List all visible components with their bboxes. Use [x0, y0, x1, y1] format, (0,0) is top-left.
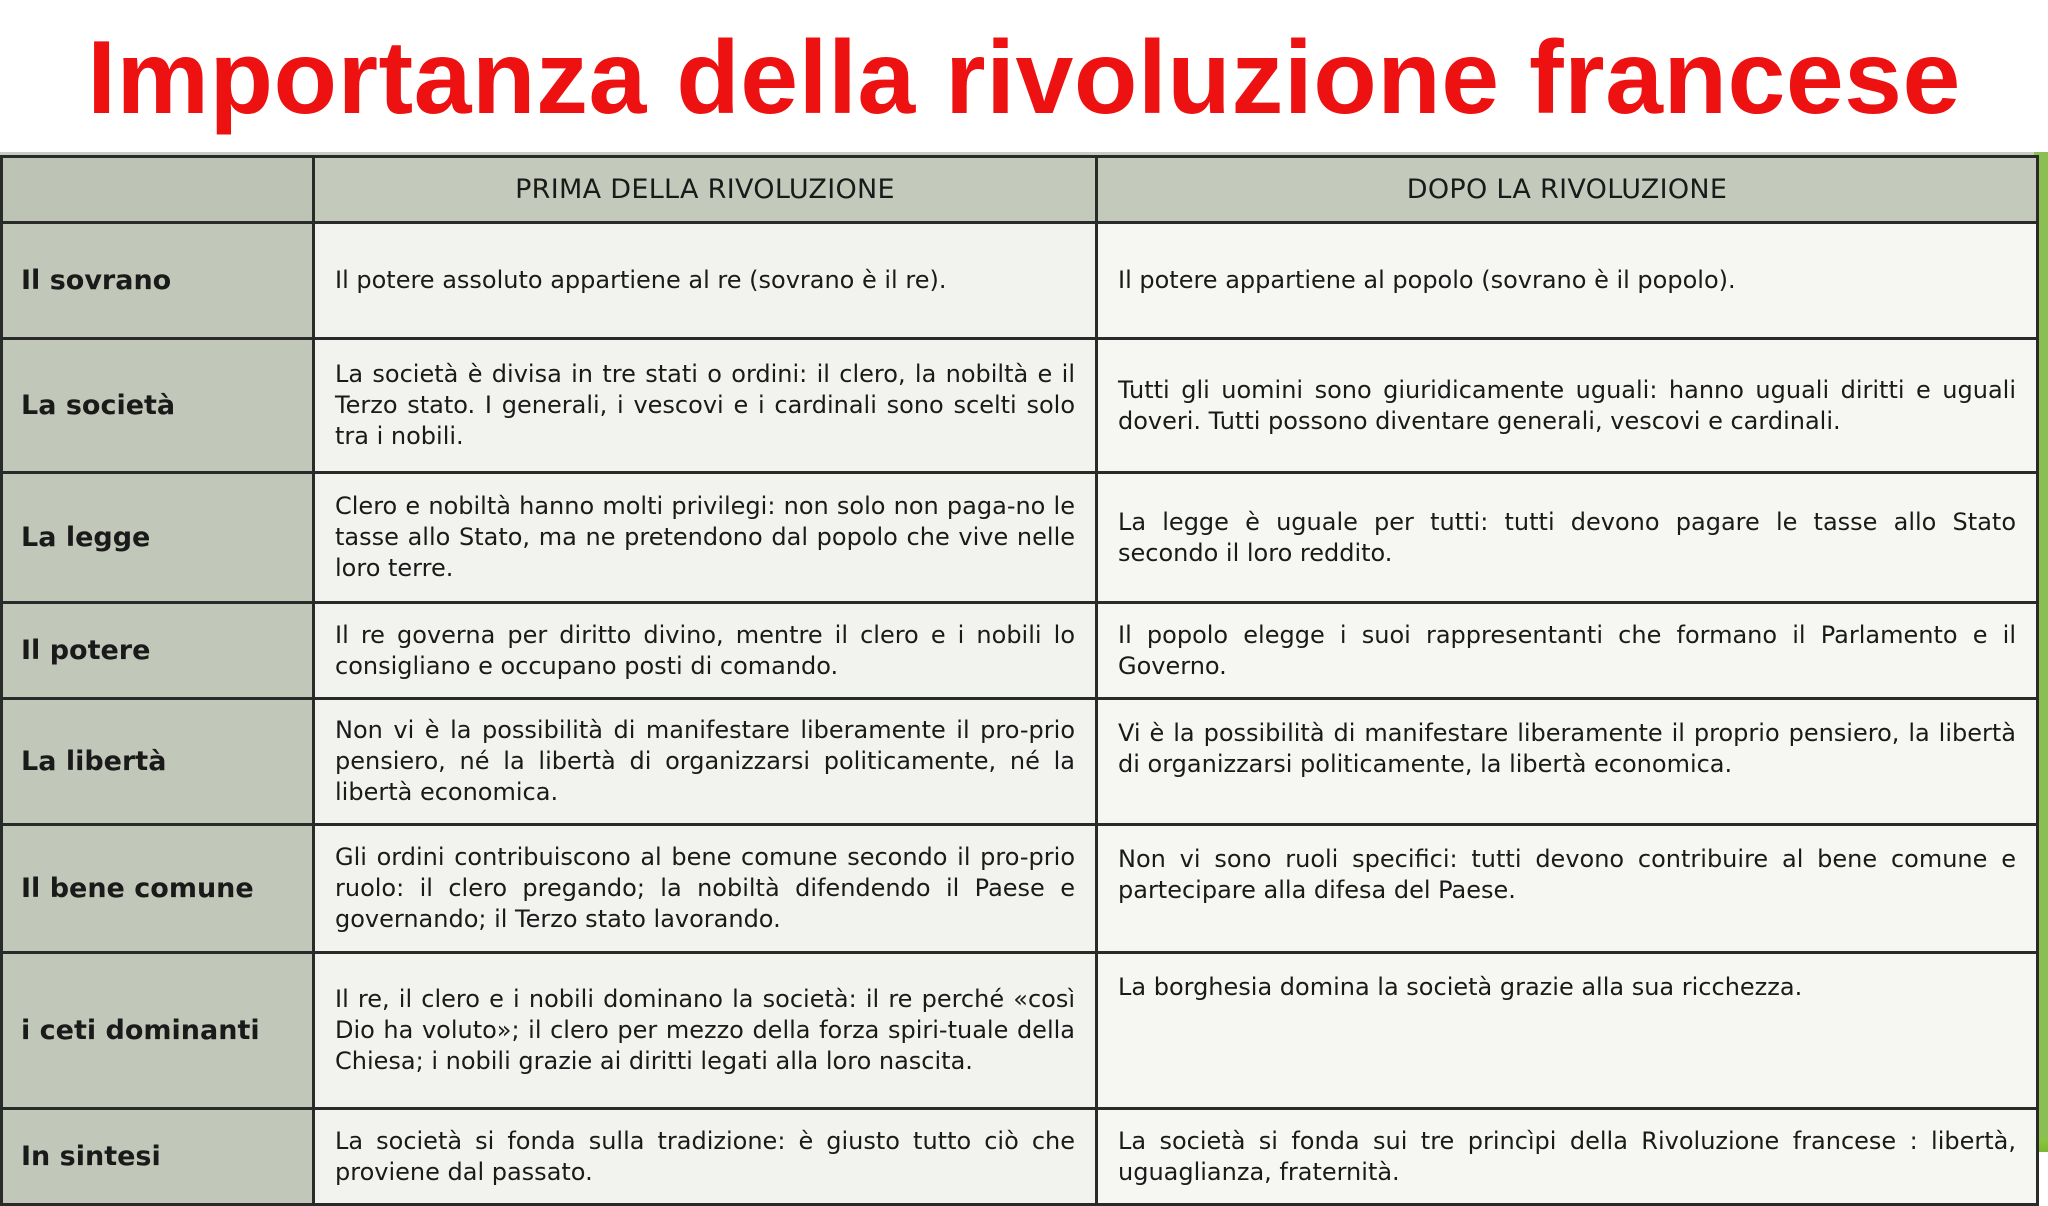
row-label: La libertà — [2, 699, 314, 825]
row-label: Il potere — [2, 603, 314, 699]
slide-title: Importanza della rivoluzione francese — [87, 20, 1961, 136]
header-corner-cell — [2, 157, 314, 223]
cell-prima: Il re, il clero e i nobili dominano la società: il re perché «così Dio ha voluto»; il clero per mezzo della forza spiri-tuale della Chiesa; i nobili grazie ai diritti legati alla loro nascita. — [314, 953, 1097, 1109]
table-row — [2, 339, 2038, 473]
cell-dopo: La legge è uguale per tutti: tutti devono pagare le tasse allo Stato secondo il loro reddito. — [1097, 473, 2038, 603]
cell-dopo: Non vi sono ruoli specifici: tutti devono contribuire al bene comune e partecipare alla difesa del Paese. — [1097, 825, 2038, 953]
row-label: La società — [2, 339, 314, 473]
row-label: In sintesi — [2, 1109, 314, 1205]
table-row — [2, 1109, 2038, 1205]
table-row — [2, 473, 2038, 603]
cell-prima: Il potere assoluto appartiene al re (sovrano è il re). — [314, 223, 1097, 339]
cell-dopo: La borghesia domina la società grazie alla sua ricchezza. — [1097, 953, 2038, 1109]
cell-dopo: Tutti gli uomini sono giuridicamente uguali: hanno uguali diritti e uguali doveri. Tutti possono diventare generali, vescovi e cardinali. — [1097, 339, 2038, 473]
table-row — [2, 699, 2038, 825]
row-label: Il bene comune — [2, 825, 314, 953]
cell-prima: Clero e nobiltà hanno molti privilegi: non solo non paga-no le tasse allo Stato, ma ne pretendono dal popolo che vive nelle loro terre. — [314, 473, 1097, 603]
row-label: La legge — [2, 473, 314, 603]
cell-prima: La società si fonda sulla tradizione: è giusto tutto ciò che proviene dal passato. — [314, 1109, 1097, 1205]
cell-dopo: Il potere appartiene al popolo (sovrano è il popolo). — [1097, 223, 2038, 339]
table-row — [2, 603, 2038, 699]
cell-dopo: La società si fonda sui tre princìpi della Rivoluzione francese : libertà, uguaglianza, fraternità. — [1097, 1109, 2038, 1205]
header-prima: PRIMA DELLA RIVOLUZIONE — [314, 157, 1097, 223]
cell-dopo: Vi è la possibilità di manifestare liberamente il proprio pensiero, la libertà di organizzarsi politicamente, la libertà economica. — [1097, 699, 2038, 825]
row-label: i ceti dominanti — [2, 953, 314, 1109]
cell-dopo: Il popolo elegge i suoi rappresentanti che formano il Parlamento e il Governo. — [1097, 603, 2038, 699]
table-row — [2, 223, 2038, 339]
row-label: Il sovrano — [2, 223, 314, 339]
cell-prima: Il re governa per diritto divino, mentre il clero e i nobili lo consigliano e occupano posti di comando. — [314, 603, 1097, 699]
header-dopo: DOPO LA RIVOLUZIONE — [1097, 157, 2038, 223]
cell-prima: Gli ordini contribuiscono al bene comune secondo il pro-prio ruolo: il clero pregando; la nobiltà difendendo il Paese e governando; il Terzo stato lavorando. — [314, 825, 1097, 953]
comparison-table — [0, 155, 2039, 1206]
cell-prima: La società è divisa in tre stati o ordini: il clero, la nobiltà e il Terzo stato. I generali, i vescovi e i cardinali sono scelti solo tra i nobili. — [314, 339, 1097, 473]
cell-prima: Non vi è la possibilità di manifestare liberamente il pro-prio pensiero, né la libertà di organizzarsi politicamente, né la libertà economica. — [314, 699, 1097, 825]
table-row — [2, 953, 2038, 1109]
table-row — [2, 825, 2038, 953]
table-header-row — [2, 157, 2038, 223]
